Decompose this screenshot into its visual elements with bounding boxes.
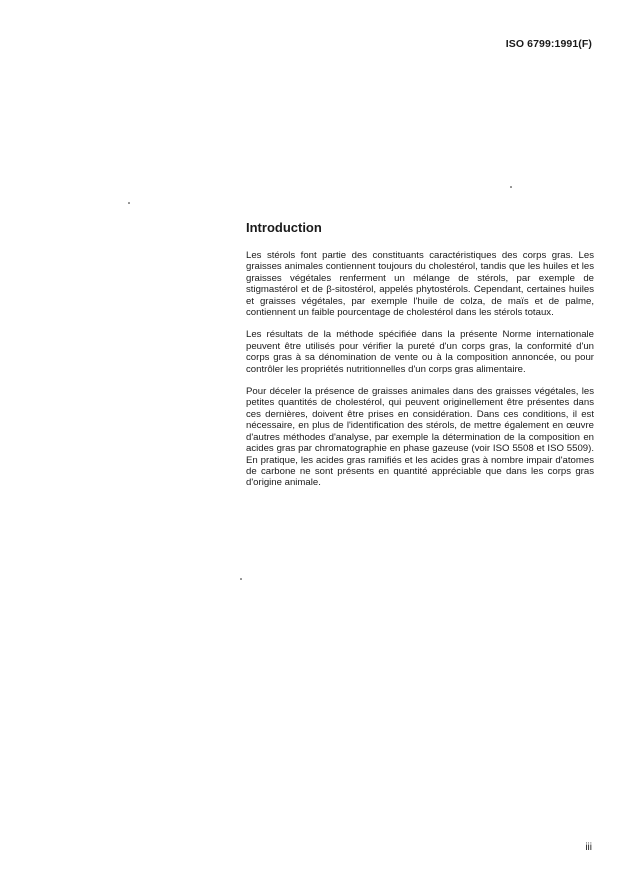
paragraph-animal-fats: Pour déceler la présence de graisses animales dans des graisses végétales, les petites quantités de cholestérol, qui peuvent originellement être présentes dans ces dernières, doivent être prises en considération. Dans ces conditions, il est nécessaire, en plus de l'identification des stérols, de mettre également en œuvre d'autres méthodes d'analyse, par exemple la détermination de la composition en acides gras par chromatographie en phase gazeuse (voir ISO 5508 et ISO 5509). En pratique, les acides gras ramifiés et les acides gras à nombre impair d'atomes de carbone ne sont présents en quantité appréciable que dans les corps gras d'origine animale. <box>246 386 594 489</box>
scan-speck <box>128 202 130 204</box>
document-code: ISO 6799:1991(F) <box>505 38 592 50</box>
page-number: iii <box>585 842 592 853</box>
paragraph-sterols: Les stérols font partie des constituants caractéristiques des corps gras. Les graisses animales contiennent toujours du cholestérol, tandis que les huiles et les graisses végétales renferment un mélange de stérols, par exemple de stigmastérol et de β-sitostérol, appelés phytostérols. Cependant, certaines huiles et graisses végétales, par exemple l'huile de colza, de maïs et de palme, contiennent un faible pourcentage de cholestérol dans les stérols totaux. <box>246 250 594 319</box>
section-title: Introduction <box>246 220 322 235</box>
paragraph-method-results: Les résultats de la méthode spécifiée dans la présente Norme internationale peuvent être utilisés pour vérifier la pureté d'un corps gras, la conformité d'un corps gras à sa dénomination de vente ou à la composition annoncée, ou pour contrôler les propriétés nutritionnelles d'un corps gras alimentaire. <box>246 329 594 375</box>
scan-speck <box>510 186 512 188</box>
scan-speck <box>240 578 242 580</box>
body-text <box>246 250 594 500</box>
